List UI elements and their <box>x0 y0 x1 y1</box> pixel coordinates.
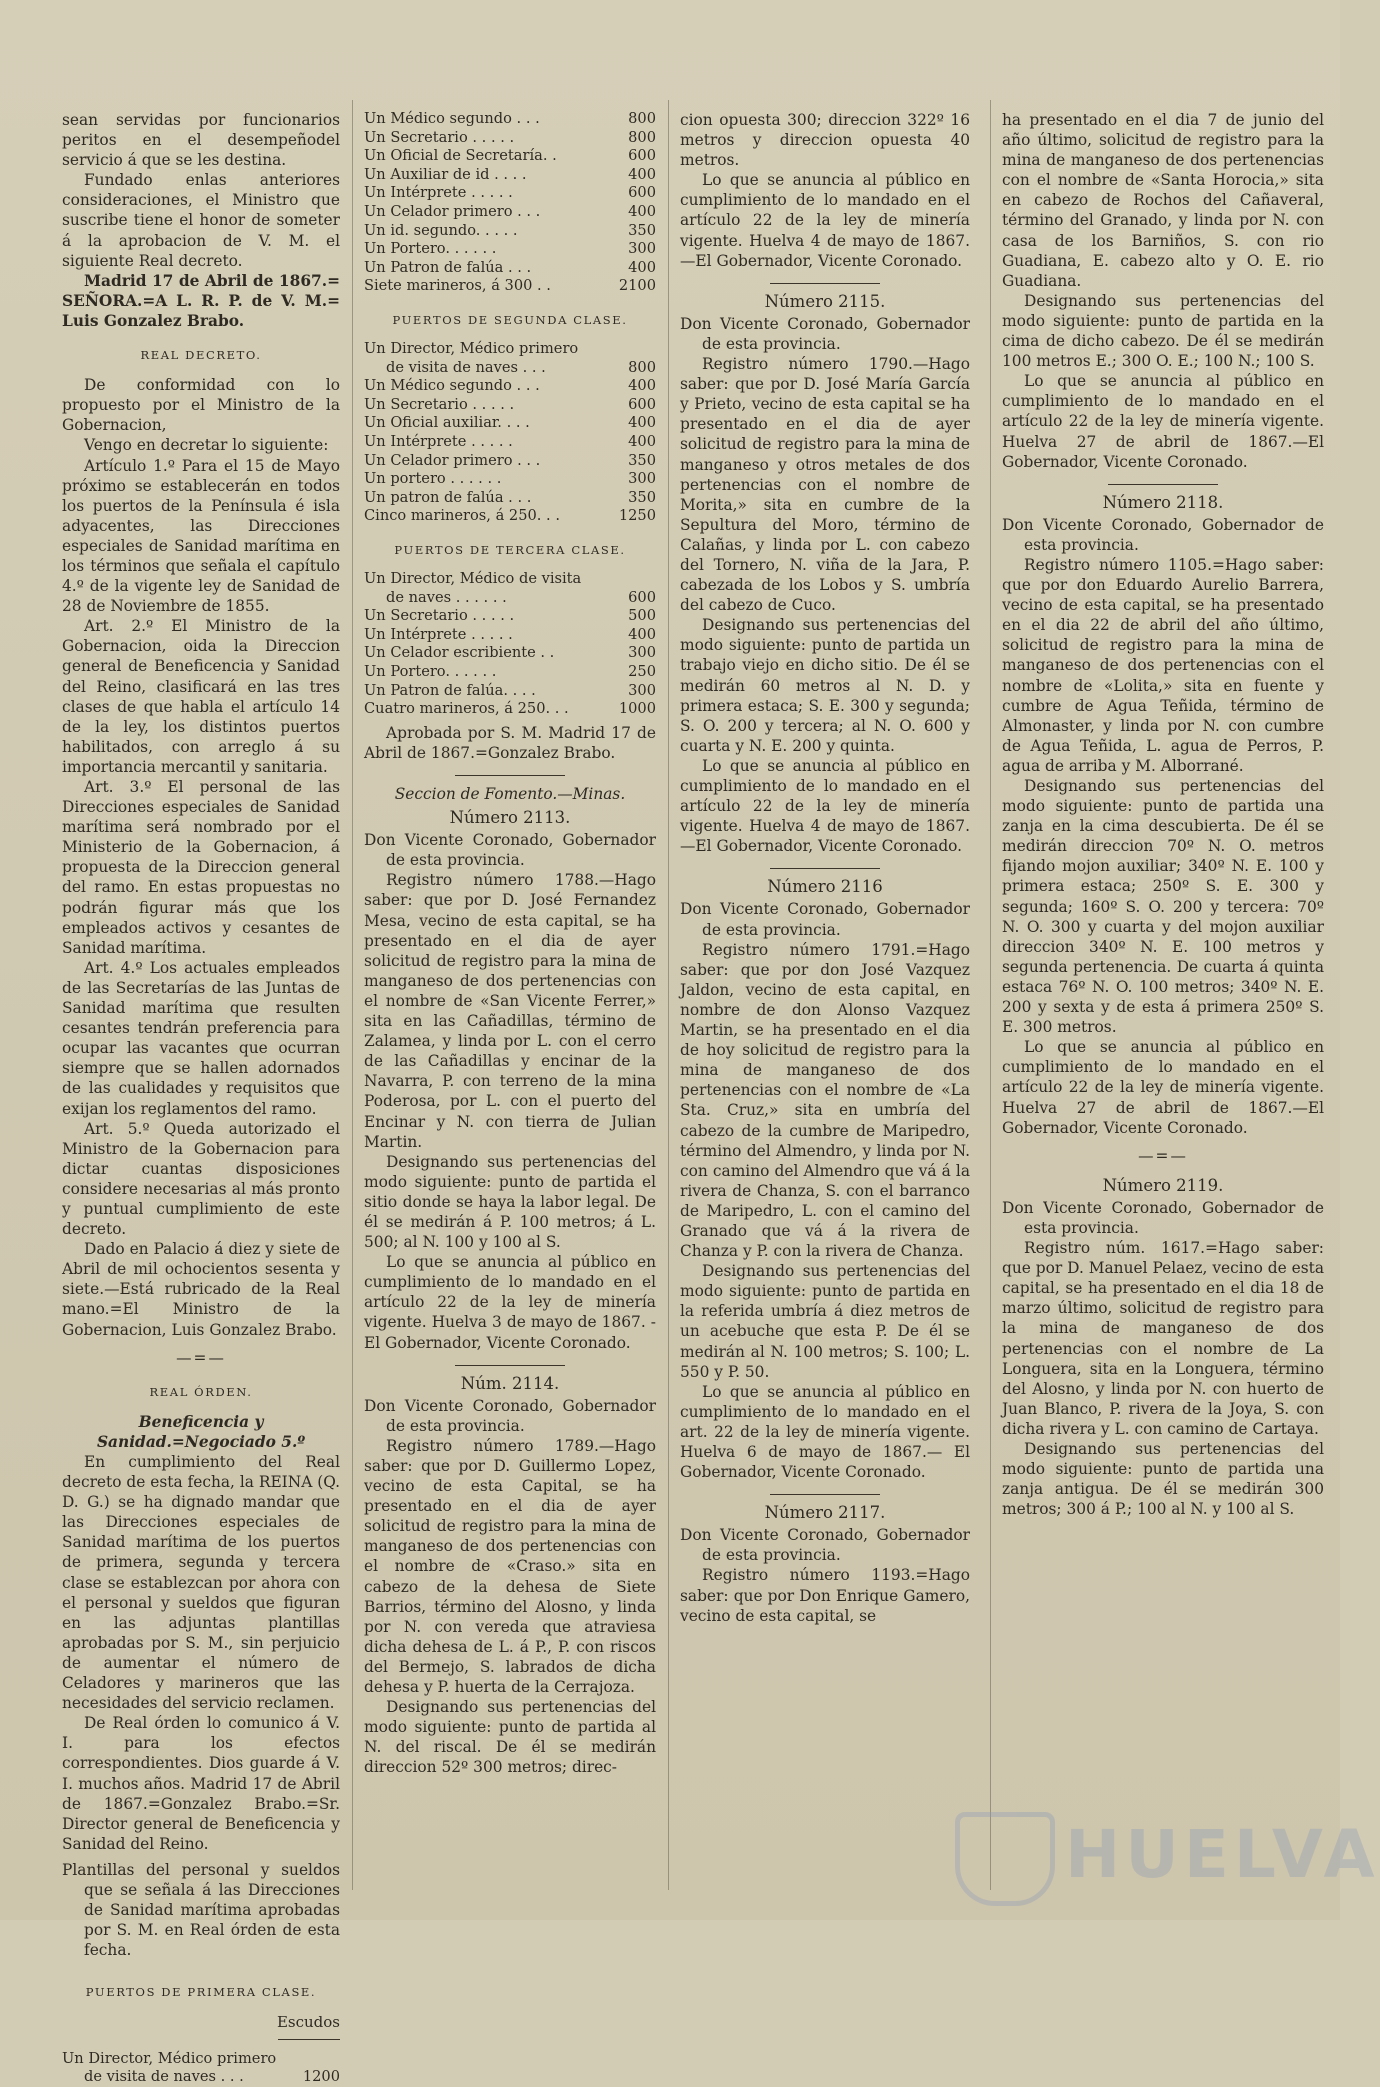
paragraph: Registro número 1105.=Hago saber: que por don Eduardo Aurelio Barrera, vecino de esta capital, se ha presentado en el dia 22 de abril del año último, solicitud de registro para la mina de manganeso de dos pertenencias con el nombre de «Lolita,» sita en fuente y cumbre de Agua Teñida, término de Almonaster, y linda por N. con cumbre de Agua Teñida, L. agua de Perros, P. agua de arriba y M. Alborrané. <box>1002 555 1324 775</box>
notice-number: Número 2117. <box>764 1503 886 1523</box>
article: Art. 4.º Los actuales empleados de las Secretarías de las Juntas de Sanidad marítima que resulten cesantes tendrán preferencia para ocupar las vacantes que ocurran siempre que se hallen adornados de las cualidades y requisitos que exijan los reglamentos del ramo. <box>62 958 340 1118</box>
row-value: 800 <box>628 358 656 376</box>
row-label: Un Celador primero . . . <box>364 451 541 469</box>
article: Artículo 1.º Para el 15 de Mayo próximo se establecerán en todos los puertos de la Península é isla adyacentes, las Direcciones especiales de Sanidad marítima en los términos que señala el capítulo 4.º de la vigente ley de Sanidad de 28 de Noviembre de 1855. <box>62 456 340 616</box>
table-heading: PUERTOS DE SEGUNDA CLASE. <box>392 312 628 327</box>
paragraph: Designando sus pertenencias del modo siguiente: punto de partida una zanja antigua. De él se medirán 300 metros; 300 á P.; 100 al N. y 100 al S. <box>1002 1440 1324 1519</box>
rule <box>1108 484 1218 485</box>
column-1 <box>62 110 340 2086</box>
row-label: Un Intérprete . . . . . <box>364 184 513 202</box>
paragraph: Designando sus pertenencias del modo siguiente: punto de partida el sitio donde se haya la labor legal. De él se medirán á P. 100 metros; á L. 500; al N. 100 y 100 al S. <box>364 1152 656 1252</box>
row-value: 400 <box>628 202 656 220</box>
paragraph: Designando sus pertenencias del modo siguiente: punto de partida un trabajo viejo en dicho sitio. De él se medirán 60 metros al N. D. y primera estaca; S. E. 300 y segunda; S. O. 200 y tercera; al N. O. 600 y cuarta y N. E. 200 y quinta. <box>680 616 970 755</box>
row-value: 400 <box>628 625 656 643</box>
separator: —=— <box>176 1348 226 1367</box>
paragraph: Designando sus pertenencias del modo siguiente: punto de partida en la referida umbría á diez metros de un acebuche que esta P. De él se medirán al N. 100 metros; S. 100; L. 550 y P. 50. <box>680 1262 970 1381</box>
row-value: 300 <box>628 470 656 488</box>
signature-line: Madrid 17 de Abril de 1867.= SEÑORA.=A L. R. P. de V. M.= Luis Gonzalez Brabo. <box>62 271 340 330</box>
notice-number: Número 2119. <box>1102 1175 1224 1195</box>
row-value: 2100 <box>618 277 656 295</box>
table-row <box>364 507 656 526</box>
paragraph: De Real órden lo comunico á V. I. para los efectos correspondientes. Dios guarde á V. I. muchos años. Madrid 17 de Abril de 1867.=Gonzalez Brabo.=Sr. Director general de Beneficencia y Sanidad del Reino. <box>62 1714 340 1853</box>
paragraph: Lo que se anuncia al público en cumplimiento de lo mandado en el artículo 22 de la ley de minería vigente. Huelva 27 de abril de 1867.—El Gobernador, Vicente Coronado. <box>1002 372 1324 471</box>
shield-emblem-icon <box>955 1812 1055 1906</box>
watermark-text: HUELVA <box>1065 1816 1380 1893</box>
row-value: 500 <box>628 607 656 625</box>
section-heading: Seccion de Fomento.—Minas. <box>394 785 626 803</box>
notice-number: Número 2115. <box>764 291 886 311</box>
row-value: 800 <box>628 110 656 127</box>
paragraph: Registro número 1789.—Hago saber: que por D. Guillermo Lopez, vecino de esta Capital, se ha presentado en el dia de ayer solicitud de registro para la mina de manganeso de dos pertenencias con el nombre de «Craso.» sita en cabezo de la dehesa de Siete Barrios, término del Alosno, y linda por N. con vereda que atraviesa dicha dehesa de L. á P., P. con riscos del Bermejo, S. labrados de dicha dehesa y P. huerta de la Cerrajoza. <box>364 1436 656 1697</box>
notice-author: Don Vicente Coronado, Gobernador de esta provincia. <box>364 831 656 870</box>
table-row <box>364 184 656 203</box>
row-label: Un Director, Médico de visita <box>364 570 582 588</box>
paragraph: Lo que se anuncia al público en cumplimiento de lo mandado en el artículo 22 de la ley de minería vigente. Huelva 3 de mayo de 1867. -El Gobernador, Vicente Coronado. <box>364 1253 656 1352</box>
row-value: 400 <box>628 414 656 432</box>
notice-author: Don Vicente Coronado, Gobernador de esta provincia. <box>680 900 970 939</box>
row-label: Un Patron de falúa. . . . <box>364 681 536 699</box>
paragraph: Dado en Palacio á diez y siete de Abril de mil ochocientos sesenta y siete.—Está rubricado de la Real mano.=El Ministro de la Gobernacion, Luis Gonzalez Brabo. <box>62 1240 340 1339</box>
paragraph: Fundado enlas anteriores consideraciones, el Ministro que suscribe tiene el honor de someter á la aprobacion de V. M. el siguiente Real decreto. <box>62 171 340 270</box>
row-label: Un Oficial auxiliar. . . . <box>364 414 530 432</box>
row-label: Siete marineros, á 300 . . <box>364 277 551 295</box>
paragraph: Vengo en decretar lo siguiente: <box>84 436 329 455</box>
article: Art. 2.º El Ministro de la Gobernacion, oida la Direccion general de Beneficencia y Sanidad del Reino, clasificará en las tres clases de que habla el artículo 14 de la ley, los distintos puertos habilitados, con arreglo á su importancia mercantil y sanitaria. <box>62 617 340 776</box>
row-value: 600 <box>628 395 656 413</box>
article: Art. 5.º Queda autorizado el Ministro de la Gobernacion para dictar cuantas disposiciones considere necesarias al más pronto y puntual cumplimiento de este decreto. <box>62 1119 340 1239</box>
table-row <box>364 452 656 471</box>
table-heading: PUERTOS DE PRIMERA CLASE. <box>85 1985 317 2000</box>
column-3 <box>680 110 970 1910</box>
paragraph: Designando sus pertenencias del modo siguiente: punto de partida en la cima de dicho cabezo. De él se medirán 100 metros E.; 300 O. E.; 100 N.; 100 S. <box>1002 291 1324 371</box>
rule <box>770 1494 880 1495</box>
notice-author: Don Vicente Coronado, Gobernador de esta provincia. <box>364 1396 656 1435</box>
column-2 <box>364 110 656 1910</box>
paragraph: cion opuesta 300; direccion 322º 16 metros y direccion opuesta 40 metros. <box>680 111 970 170</box>
row-label: Un Secretario . . . . . <box>364 128 515 146</box>
currency-header: Escudos <box>276 2013 340 2032</box>
paragraph: Registro núm. 1617.=Hago saber: que por D. Manuel Pelaez, vecino de esta capital, se ha presentado en el dia 18 de marzo último, solicitud de registro para la mina de manganeso de dos pertenencias con el nombre de La Longuera, sita en la Longuera, término del Alosno, y linda por N. con huerto de Juan Blanco, P. rivera de la Joya, S. con dicha rivera y L. con camino de Cartaya. <box>1002 1239 1324 1438</box>
row-label: Un Portero. . . . . . <box>364 663 497 681</box>
rule <box>455 775 565 776</box>
rule <box>770 868 880 869</box>
table-row <box>364 129 656 148</box>
article: Art. 3.º El personal de las Direcciones especiales de Sanidad marítima será nombrado por el Ministerio de la Gobernacion, á propuesta de la Direccion general del ramo. En estas propuestas no podrán figurar más que los empleados activos y cesantes de Sanidad marítima. <box>62 778 340 957</box>
row-label: Un portero . . . . . . <box>364 470 502 488</box>
paragraph: sean servidas por funcionarios peritos en el desempeñodel servicio á que se les destina. <box>62 111 340 170</box>
row-label: de naves . . . . . . <box>386 588 507 606</box>
row-label: Un Celador escribiente . . <box>364 644 555 662</box>
table-row <box>364 277 656 296</box>
row-value: 300 <box>628 681 656 699</box>
salary-table-segunda <box>364 340 656 526</box>
notice-number: Número 2118. <box>1102 492 1224 512</box>
table-row <box>364 589 656 608</box>
column-4 <box>1002 110 1324 1910</box>
notice-author: Don Vicente Coronado, Gobernador de esta provincia. <box>1002 515 1324 554</box>
row-value: 350 <box>628 451 656 469</box>
row-value: 400 <box>628 433 656 450</box>
notice-author: Don Vicente Coronado, Gobernador de esta provincia. <box>680 1526 970 1565</box>
paragraph: Lo que se anuncia al público en cumplimiento de lo mandado en el artículo 22 de la ley de minería vigente. Huelva 27 de abril de 1867.—El Gobernador, Vicente Coronado. <box>1002 1038 1324 1137</box>
row-label: Un id. segundo. . . . . <box>364 221 518 239</box>
paragraph: Lo que se anuncia al público en cumplimiento de lo mandado en el artículo 22 de la ley de minería vigente. Huelva 4 de mayo de 1867.—El Gobernador, Vicente Coronado. <box>680 756 970 856</box>
table-row <box>364 489 656 508</box>
library-watermark <box>935 1808 1380 1898</box>
row-label: Un Auxiliar de id . . . . <box>364 165 527 183</box>
table-row <box>364 377 656 396</box>
table-row <box>364 414 656 433</box>
paragraph: En cumplimiento del Real decreto de esta fecha, la REINA (Q. D. G.) se ha dignado mandar que las Direcciones especiales de Sanidad marítima de los puertos de primera, segunda y tercera clase se establezcan por ahora con el personal y sueldos que figuran en las adjuntas plantillas aprobadas por S. M., sin perjuicio de aumentar el número de Celadores y marineros que las necesidades del servicio reclamen. <box>62 1453 340 1713</box>
table-row <box>364 626 656 645</box>
table-row <box>364 259 656 278</box>
row-label: Un patron de falúa . . . <box>364 488 532 506</box>
row-value: 250 <box>628 663 656 681</box>
row-label: Un Secretario . . . . . <box>364 395 515 413</box>
row-label: Un Director, Médico primero <box>364 340 579 358</box>
table-row <box>364 203 656 222</box>
table-row <box>364 396 656 415</box>
column-rule <box>990 100 991 1890</box>
table-row <box>364 110 656 129</box>
column-rule <box>668 100 669 1890</box>
table-row: de visita de naves . . . 1200 <box>84 2068 340 2086</box>
row-label: Un Secretario . . . . . <box>364 607 515 625</box>
row-label: Cinco marineros, á 250. . . <box>364 507 560 525</box>
table-row <box>364 570 656 589</box>
notice-number: Núm. 2114. <box>460 1373 560 1393</box>
rule <box>278 2039 340 2040</box>
table-row <box>364 166 656 185</box>
paragraph: Registro número 1791.=Hago saber: que por don José Vazquez Jaldon, vecino de esta capital, en nombre de don Alonso Vazquez Martin, se ha presentado en el dia de hoy solicitud de registro para la mina de manganeso de dos pertenencias con el nombre de «La Sta. Cruz,» sita en umbría del cabezo de la cumbre de Maripedro, término del Almendro, y linda por N. con camino del Almendro que vá á la rivera de Chanza, S. con el barranco de Maripedro, L. con el camino del Granado que vá á la rivera de Chanza y P. con la rivera de Chanza. <box>680 940 970 1261</box>
notice-number: Número 2113. <box>449 808 571 828</box>
row-label: Un Intérprete . . . . . <box>364 433 513 450</box>
salary-table-primera <box>364 110 656 296</box>
row-value: 600 <box>628 588 656 606</box>
row-label: Un Médico segundo . . . <box>364 377 540 395</box>
row-value: 800 <box>628 128 656 146</box>
table-row <box>364 147 656 166</box>
paragraph: Aprobada por S. M. Madrid 17 de Abril de 1867.=Gonzalez Brabo. <box>364 723 656 762</box>
row-label: Un Portero. . . . . . <box>364 240 497 258</box>
row-value: 350 <box>628 221 656 239</box>
paragraph: Lo que se anuncia al público en cumplimiento de lo mandado en el art. 22 de la ley de minería vigente. Huelva 6 de mayo de 1867.— El Gobernador, Vicente Coronado. <box>680 1382 970 1482</box>
notice-author: Don Vicente Coronado, Gobernador de esta provincia. <box>680 314 970 353</box>
row-label: Cuatro marineros, á 250. . . <box>364 700 569 718</box>
row-label: de visita de naves . . . <box>386 358 546 376</box>
table-row <box>364 700 656 719</box>
column-rule <box>352 100 353 1890</box>
row-value: 1250 <box>618 507 656 525</box>
row-value: 1000 <box>618 700 656 718</box>
table-row <box>364 222 656 241</box>
table-row <box>364 682 656 701</box>
table-heading: PUERTOS DE TERCERA CLASE. <box>394 542 626 557</box>
notice-number: Número 2116 <box>767 877 883 897</box>
row-label: Un Intérprete . . . . . <box>364 625 513 643</box>
row-value: 600 <box>628 184 656 202</box>
row-label: Un Celador primero . . . <box>364 202 541 220</box>
table-row <box>364 433 656 452</box>
section-heading: REAL DECRETO. <box>140 348 262 363</box>
rule <box>455 1365 565 1366</box>
row-value: 400 <box>628 377 656 395</box>
subsection-heading: Beneficencia y Sanidad.=Negociado 5.º <box>96 1412 306 1451</box>
paragraph: Registro número 1788.—Hago saber: que por D. José Fernandez Mesa, vecino de esta capital, se ha presentado en el dia de ayer solicitud de registro para la mina de manganeso de dos pertenencias con el nombre de «San Vicente Ferrer,» sita en las Cañadillas, término de Zalamea, y linda por L. con el cerro de las Cañadillas y encinar de la Navarra, P. con terreno de la mina Poderosa, por L. con el puerto del Encinar y N. con tierra de Julian Martin. <box>364 871 656 1151</box>
separator: —=— <box>1138 1146 1188 1165</box>
table-row <box>364 340 656 359</box>
paragraph: ha presentado en el dia 7 de junio del año último, solicitud de registro para la mina de manganeso de dos pertenencias con el nombre de «Santa Horocia,» sita en cabezo de Rochos del Cañaveral, término del Granado, y linda por N. con casa de los Barniños, S. con rio Guadiana, E. cabezo alto y O. E. rio Guadiana. <box>1002 111 1324 290</box>
salary-table-tercera <box>364 570 656 719</box>
row-label: Un Oficial de Secretaría. . <box>364 147 557 165</box>
row-value: 400 <box>628 258 656 276</box>
notice-author: Don Vicente Coronado, Gobernador de esta provincia. <box>1002 1198 1324 1237</box>
paragraph: Lo que se anuncia al público en cumplimiento de lo mandado en el artículo 22 de la ley de minería vigente. Huelva 4 de mayo de 1867.—El Gobernador, Vicente Coronado. <box>680 171 970 270</box>
table-row: Un Director, Médico primero <box>62 2049 277 2067</box>
rule <box>770 283 880 284</box>
row-value: 400 <box>628 165 656 183</box>
row-value: 300 <box>628 644 656 662</box>
table-row <box>364 644 656 663</box>
paragraph: Plantillas del personal y sueldos que se señala á las Direcciones de Sanidad marítima aprobadas por S. M. en Real órden de esta fecha. <box>62 1860 340 1960</box>
row-label: Un Patron de falúa . . . <box>364 258 532 276</box>
row-label: Un Médico segundo . . . <box>364 110 540 127</box>
row-value: 600 <box>628 147 656 165</box>
table-row <box>364 607 656 626</box>
section-heading: REAL ÓRDEN. <box>149 1384 253 1399</box>
table-row <box>364 663 656 682</box>
paragraph: Designando sus pertenencias del modo siguiente: punto de partida una zanja en la cima descubierta. De él se medirán direccion 70º N. O. metros fijando mojon auxiliar; 340º N. E. 100 y primera estaca; 250º S. E. 300 y segunda; 160º S. O. 200 y tercera: 70º N. O. 300 y cuarta y del mojon auxiliar direccion 340º N. E. 100 metros y segunda pertenencia. De cuarta á quinta estaca 76º N. O. 100 metros; 340º N. E. 200 y sexta y de esta á primera 250º S. E. 300 metros. <box>1002 777 1324 1037</box>
table-row <box>364 359 656 378</box>
table-row <box>364 470 656 489</box>
paragraph: De conformidad con lo propuesto por el Ministro de la Gobernacion, <box>62 376 340 435</box>
row-value: 350 <box>628 488 656 506</box>
row-value: 300 <box>628 240 656 258</box>
paragraph: Registro número 1193.=Hago saber: que por Don Enrique Gamero, vecino de esta capital, se <box>680 1566 970 1625</box>
paragraph: Designando sus pertenencias del modo siguiente: punto de partida al N. del riscal. De él se medirán direccion 52º 300 metros; direc- <box>364 1698 656 1777</box>
table-row <box>364 240 656 259</box>
paragraph: Registro número 1790.—Hago saber: que por D. José María García y Prieto, vecino de esta capital se ha presentado en el dia de ayer solicitud de registro para la mina de manganeso y otros metales de dos pertenencias con el nombre de Morita,» sita en cumbre de la Sepultura del Moro, término de Calañas, y linda por L. con cabezo del Tornero, N. viña de la Jara, P. cabezada de los Lobos y S. umbría del cabezo de Cuco. <box>680 355 970 615</box>
